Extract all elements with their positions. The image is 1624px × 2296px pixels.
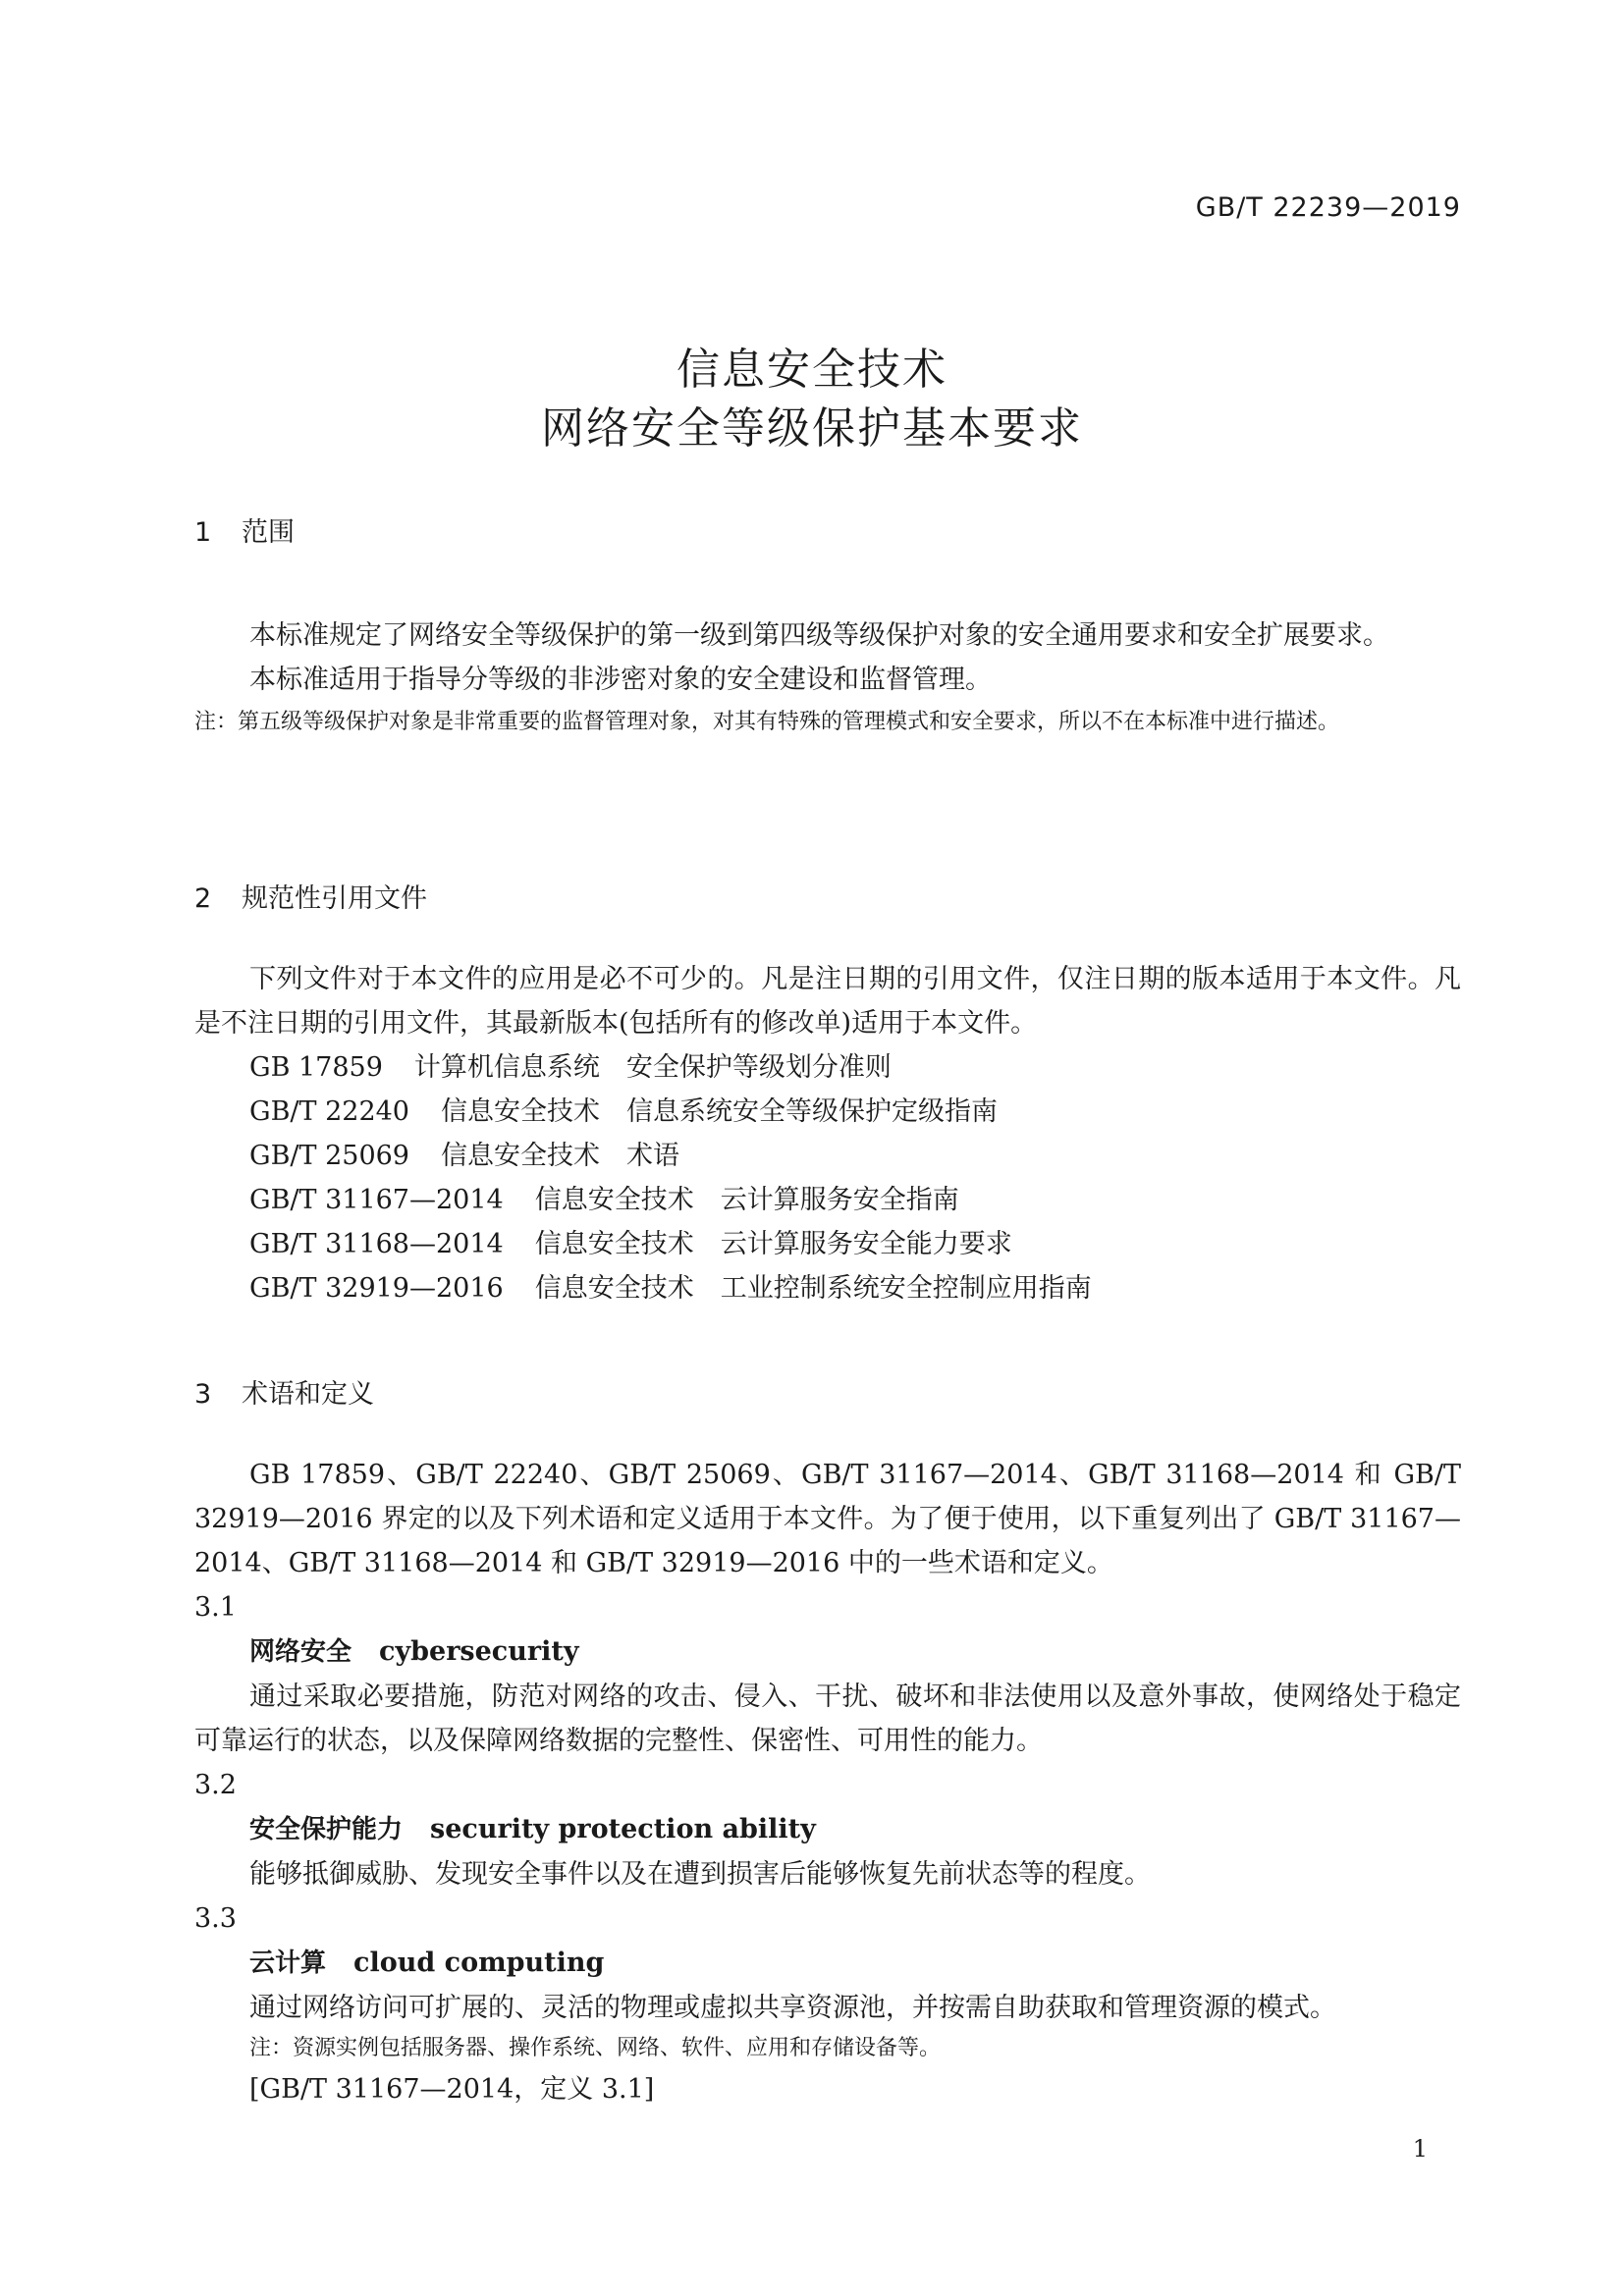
reference-code: GB 17859 <box>249 1052 383 1083</box>
term-number: 3.1 <box>194 1592 237 1623</box>
term-english: security protection ability <box>430 1814 816 1844</box>
reference-name: 信息安全技术 工业控制系统安全控制应用指南 <box>534 1273 1092 1304</box>
term-chinese: 安全保护能力 <box>249 1815 404 1844</box>
term-title <box>194 1941 1461 1986</box>
term-title <box>194 1807 1461 1852</box>
section-3-body <box>194 1453 1461 2111</box>
section-2-body <box>194 957 1461 1310</box>
reference-name: 信息安全技术 云计算服务安全指南 <box>534 1185 959 1215</box>
document-title-line1: 信息安全技术 <box>677 345 947 395</box>
section-title: 规范性引用文件 <box>242 883 427 914</box>
term-definition: 通过网络访问可扩展的、灵活的物理或虚拟共享资源池，并按需自助获取和管理资源的模式。 <box>249 1993 1336 2023</box>
reference-code: GB/T 31167—2014 <box>249 1185 504 1215</box>
reference-name: 信息安全技术 信息系统安全等级保护定级指南 <box>441 1096 998 1127</box>
term-english: cybersecurity <box>379 1636 579 1667</box>
section-1-heading <box>194 510 1461 549</box>
reference-code: GB/T 31168—2014 <box>249 1229 504 1259</box>
reference-name: 信息安全技术 云计算服务安全能力要求 <box>534 1229 1012 1259</box>
term-source: [GB/T 31167—2014，定义 3.1] <box>249 2074 655 2105</box>
term-chinese: 网络安全 <box>249 1637 352 1667</box>
reference-item <box>194 1045 1461 1090</box>
section-3-heading <box>194 1372 1461 1411</box>
note: 注：资源实例包括服务器、操作系统、网络、软件、应用和存储设备等。 <box>249 2036 942 2060</box>
section-1-body <box>194 614 1461 741</box>
page-number: 1 <box>1412 2135 1428 2163</box>
term-title <box>194 1629 1461 1675</box>
paragraph: 本标准规定了网络安全等级保护的第一级到第四级等级保护对象的安全通用要求和安全扩展要求。 <box>249 620 1389 651</box>
reference-code: GB/T 22240 <box>249 1096 409 1127</box>
reference-name: 计算机信息系统 安全保护等级划分准则 <box>413 1052 892 1083</box>
reference-item <box>194 1222 1461 1266</box>
section-number: 1 <box>194 517 212 548</box>
term-chinese: 云计算 <box>249 1949 327 1978</box>
section-title: 术语和定义 <box>242 1379 374 1410</box>
term-definition: 通过采取必要措施，防范对网络的攻击、侵入、干扰、破坏和非法使用以及意外事故，使网络处于稳定可靠运行的状态，以及保障网络数据的完整性、保密性、可用性的能力。 <box>194 1682 1461 1756</box>
section-2-heading <box>194 877 1461 915</box>
reference-item <box>194 1134 1461 1178</box>
standard-number: GB/T 22239—2019 <box>1195 192 1461 223</box>
reference-code: GB/T 32919—2016 <box>249 1273 504 1304</box>
reference-name: 信息安全技术 术语 <box>441 1141 679 1171</box>
reference-item <box>194 1178 1461 1222</box>
reference-code: GB/T 25069 <box>249 1141 409 1171</box>
section-title: 范围 <box>242 517 295 548</box>
paragraph: 本标准适用于指导分等级的非涉密对象的安全建设和监督管理。 <box>249 665 992 695</box>
document-title-line2: 网络安全等级保护基本要求 <box>541 403 1083 454</box>
term-number: 3.3 <box>194 1903 237 1934</box>
section-number: 2 <box>194 883 212 914</box>
paragraph: GB 17859、GB/T 22240、GB/T 25069、GB/T 31167—2014、GB/T 31168—2014 和 GB/T 32919—2016 界定的以及下列术语和定义适用于本文件。为了便于使用，以下重复列出了 GB/T 31167—2014、GB/T 31168—2014 和 GB/T 32919—2016 中的一些术语和定义。 <box>194 1460 1461 1578</box>
reference-item <box>194 1090 1461 1134</box>
paragraph: 下列文件对于本文件的应用是必不可少的。凡是注日期的引用文件，仅注日期的版本适用于本文件。凡是不注日期的引用文件，其最新版本(包括所有的修改单)适用于本文件。 <box>194 964 1461 1039</box>
term-english: cloud computing <box>353 1948 605 1978</box>
term-definition: 能够抵御威胁、发现安全事件以及在遭到损害后能够恢复先前状态等的程度。 <box>249 1859 1151 1890</box>
term-number: 3.2 <box>194 1770 237 1800</box>
note: 注：第五级等级保护对象是非常重要的监督管理对象，对其有特殊的管理模式和安全要求，所以不在本标准中进行描述。 <box>194 710 1340 734</box>
reference-item <box>194 1266 1461 1310</box>
section-number: 3 <box>194 1379 212 1410</box>
